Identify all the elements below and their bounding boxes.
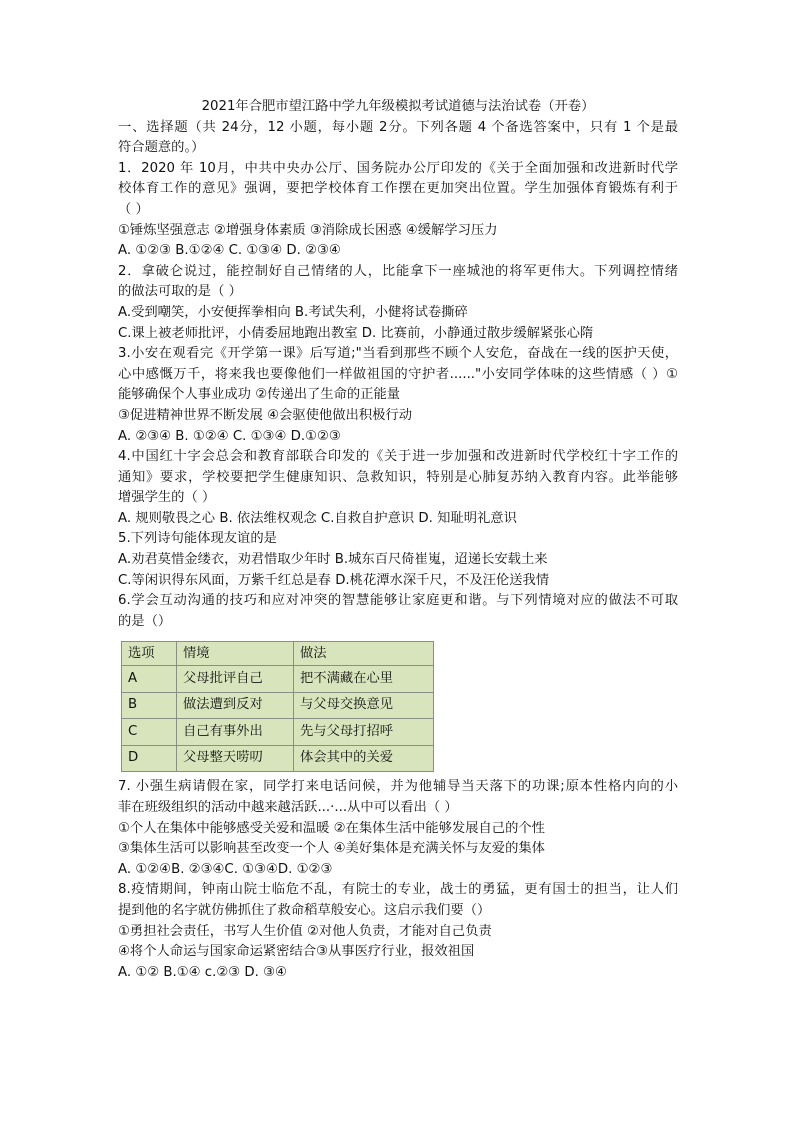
question-line: ①个人在集体中能够感受关爱和温暖 ②在集体生活中能够发展自己的个性 [118, 820, 545, 836]
question-line: 心中感慨万千，将来我也要像他们一样做祖国的守护者......"小安同学体味的这些情感（ ）① [118, 366, 678, 382]
question-line: ①锤炼坚强意志 ②增强身体素质 ③消除成长困惑 ④缓解学习压力 [118, 222, 498, 238]
question-line: 4.中国红十字会总会和教育部联合印发的《关于进一步加强和改进新时代学校红十字工作的 [118, 449, 678, 465]
answer-options: C.课上被老师批评，小倩委屈地跑出教室 D. 比赛前，小静通过散步缓解紧张心隋 [118, 325, 594, 341]
table-cell: A [122, 666, 177, 693]
table-cell: 体会其中的关爱 [294, 745, 434, 772]
table-header-cell: 做法 [294, 642, 434, 666]
section-intro-line: 符合题意的。） [118, 140, 205, 156]
question-line: 8.疫情期间，钟南山院士临危不乱，有院士的专业，战士的勇猛，更有国士的担当，让人们 [118, 882, 678, 898]
answer-options: C.等闲识得东风面，万紫千红总是春 D.桃花潭水深千尺，不及汪伦送我情 [118, 572, 550, 588]
question-line: ③促进精神世界不断发展 ④会驱使他做出积极行动 [118, 407, 413, 423]
table-cell: 先与父母打招呼 [294, 719, 434, 746]
question-line: 1．2020 年 10月，中共中央办公厅、国务院办公厅印发的《关于全面加强和改进新时代学 [118, 160, 678, 176]
question-line: 7. 小强生病请假在家，同学打来电话问候，并为他辅导当天落下的功课;原本性格内向的小 [118, 779, 678, 795]
answer-options: A.劝君莫惜金缕衣，劝君惜取少年时 B.城东百尺倚崔嵬，迢递长安载土来 [118, 552, 548, 568]
answer-options: A. ①② B.①④ c.②③ D. ③④ [118, 964, 287, 980]
table-cell: 父母批评自己 [177, 666, 294, 693]
table-cell: C [122, 719, 177, 746]
question-line: 菲在班级组织的活动中越来越活跃...·...从中可以看出（ ） [118, 800, 458, 816]
table-row [122, 666, 434, 693]
question-line: 6.学会互动沟通的技巧和应对冲突的智慧能够让家庭更和谐。与下列情境对应的做法不可取 [118, 593, 678, 609]
question-line: 3.小安在观看完《开学第一课》后写道;"当看到那些不顾个人安危，奋战在一线的医护天使， [118, 346, 678, 362]
section-intro-line: 一、选择题（共 24分，12 小题，每小题 2分。下列各题 4 个备选答案中，只有 1 个是最 [118, 119, 678, 135]
answer-options: A. ①②③ B.①②④ C. ①③④ D. ②③④ [118, 243, 341, 259]
question-line: 能够确保个人事业成功 ②传递出了生命的正能量 [118, 387, 401, 403]
question-line: 校体育工作的意见》强调，要把学校体育工作摆在更加突出位置。学生加强体育锻炼有利于 [118, 181, 678, 197]
question-line: 通知》要求，学校要把学生健康知识、急救知识，特别是心肺复苏纳入教育内容。此举能够 [118, 469, 678, 485]
table-cell: 把不满藏在心里 [294, 666, 434, 693]
table-row [122, 745, 434, 772]
table-cell: D [122, 745, 177, 772]
question-block-1-6 [118, 159, 678, 633]
table-cell: 与父母交换意见 [294, 692, 434, 719]
table-cell: B [122, 692, 177, 719]
question-line: 提到他的名字就仿佛抓住了救命稻草般安心。这启示我们要（） [118, 903, 491, 918]
answer-options: A. ②③④ B. ①②④ C. ①③④ D.①②③ [118, 428, 341, 444]
answer-options: A. 规则敬畏之心 B. 依法维权观念 C.自救自护意识 D. 知耻明礼意识 [118, 510, 517, 526]
exam-page [118, 97, 678, 983]
question-block-7-8 [118, 777, 678, 983]
question-line: 增强学生的（ ） [118, 490, 216, 506]
question-line: （ ） [118, 201, 149, 217]
table-cell: 自己有事外出 [177, 719, 294, 746]
question-line: 的是（） [118, 613, 172, 629]
table-cell: 做法遭到反对 [177, 692, 294, 719]
question-line: ④将个人命运与国家命运紧密结合③从事医疗行业，报效祖国 [118, 944, 475, 960]
question-line: ③集体生活可以影响甚至改变一个人 ④美好集体是充满关怀与友爱的集体 [118, 841, 545, 857]
table-row [122, 719, 434, 746]
table-cell: 父母整天唠叨 [177, 745, 294, 772]
question-line: 5.下列诗句能体现友谊的是 [118, 531, 277, 547]
question-line: ①勇担社会责任，书写人生价值 ②对他人负责，才能对自己负责 [118, 923, 492, 939]
answer-options: A.受到嘲笑，小安便挥拳相向 B.考试失利，小健将试卷撕碎 [118, 304, 468, 320]
table-header-cell: 情境 [177, 642, 294, 666]
scenario-table [121, 641, 434, 772]
table-row [122, 692, 434, 719]
question-line: 2．拿破仑说过，能控制好自己情绪的人，比能拿下一座城池的将军更伟大。下列调控情绪 [118, 263, 678, 279]
exam-title: 2021年合肥市望江路中学九年级模拟考试道德与法治试卷（开卷） [201, 99, 595, 114]
table-header-row [122, 642, 434, 666]
question-line: 的做法可取的是（ ） [118, 284, 242, 300]
table-header-cell: 选项 [122, 642, 177, 666]
answer-options: A. ①②④B. ②③④C. ①③④D. ①②③ [118, 861, 333, 877]
